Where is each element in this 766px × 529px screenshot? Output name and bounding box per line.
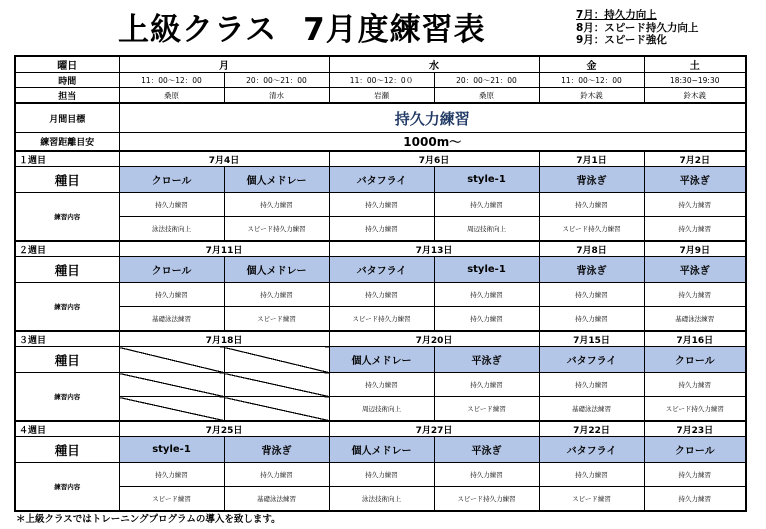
type-label: 種目 (15, 257, 119, 283)
week-date-sat: 7月9日 (644, 241, 746, 257)
content-cell: 持久力練習 (224, 283, 329, 307)
goal-cell (119, 103, 746, 133)
stroke-cell: 平泳ぎ (434, 437, 539, 463)
week-label: ３週目 (15, 331, 119, 347)
week-header-row (15, 331, 746, 347)
content-cell (224, 397, 329, 422)
content-cell: 持久力練習 (329, 283, 434, 307)
stroke-cell: 個人メドレー (224, 167, 329, 193)
stroke-cell: style-1 (434, 257, 539, 283)
stroke-cell: バタフライ (329, 257, 434, 283)
content-cell: 持久力練習 (644, 463, 746, 487)
theme-august: 8月：スピード持久力向上 (576, 21, 699, 34)
content-cell: 持久力練習 (539, 373, 644, 397)
content-cell: 持久力練習 (434, 373, 539, 397)
page-title (118, 4, 486, 49)
content-row (15, 283, 746, 307)
content-cell: 基礎泳法練習 (644, 307, 746, 332)
stroke-cell: style-1 (434, 167, 539, 193)
content-cell: 持久力練習 (329, 193, 434, 217)
week-date-wed: 7月27日 (329, 421, 539, 437)
content-row (15, 373, 746, 397)
stroke-cell: クロール (644, 347, 746, 373)
content-cell: スピード持久力練習 (644, 397, 746, 422)
goal-row (15, 103, 746, 133)
content-row (15, 397, 746, 422)
content-label: 練習内容 (15, 193, 119, 242)
goal-text: 持久力練習 (394, 109, 470, 128)
week-header-row (15, 151, 746, 167)
footnote: ＊上級クラスではトレーニングプログラムの導入を致します。 (16, 514, 281, 525)
time-cell: 11：00～12：00 (119, 73, 224, 88)
time-cell: 20：00～21：00 (434, 73, 539, 88)
content-cell: スピード持久力練習 (434, 487, 539, 512)
stroke-cell: クロール (119, 257, 224, 283)
week-date-sat: 7月23日 (644, 421, 746, 437)
title-schedule: 7月度練習表 (303, 12, 486, 48)
type-row (15, 347, 746, 373)
distance-row (15, 133, 746, 152)
week-label: ４週目 (15, 421, 119, 437)
stroke-cell: 平泳ぎ (644, 257, 746, 283)
day-label: 曜日 (15, 56, 119, 73)
time-cell: 11：00～12：00 (539, 73, 644, 88)
type-row (15, 437, 746, 463)
monthly-themes (576, 9, 698, 47)
content-cell: スピード練習 (434, 397, 539, 422)
content-cell: 基礎泳法練習 (539, 397, 644, 422)
content-cell: 持久力練習 (434, 307, 539, 332)
content-cell: 持久力練習 (224, 463, 329, 487)
goal-label: 月間目標 (15, 103, 119, 133)
stroke-cell (224, 347, 329, 373)
type-row (15, 257, 746, 283)
content-cell: 持久力練習 (119, 193, 224, 217)
day-mon: 月 (119, 56, 329, 73)
theme-july: 7月：持久力向上 (576, 9, 657, 21)
time-label: 時間 (15, 73, 119, 88)
instructor-cell: 桑原 (434, 88, 539, 104)
distance-value: 1000m～ (119, 133, 746, 152)
stroke-cell: 平泳ぎ (644, 167, 746, 193)
stroke-cell: 個人メドレー (329, 347, 434, 373)
content-label: 練習内容 (15, 373, 119, 422)
title-class: 上級クラス (118, 12, 278, 48)
week-date-fri: 7月15日 (539, 331, 644, 347)
week-label: ２週目 (15, 241, 119, 257)
distance-label: 練習距離目安 (15, 133, 119, 152)
stroke-cell: 背泳ぎ (539, 257, 644, 283)
stroke-cell: style-1 (119, 437, 224, 463)
instructor-row (15, 88, 746, 104)
week-header-row (15, 241, 746, 257)
week-date-mon: 7月4日 (119, 151, 329, 167)
content-cell: 泳法技術向上 (119, 217, 224, 242)
content-cell: 持久力練習 (434, 283, 539, 307)
content-cell (119, 373, 224, 397)
week-date-mon: 7月11日 (119, 241, 329, 257)
week-date-sat: 7月2日 (644, 151, 746, 167)
content-cell: スピード練習 (224, 307, 329, 332)
content-row (15, 193, 746, 217)
stroke-cell: クロール (119, 167, 224, 193)
week-date-wed: 7月20日 (329, 331, 539, 347)
content-cell: 持久力練習 (224, 193, 329, 217)
stroke-cell: 平泳ぎ (434, 347, 539, 373)
content-cell: スピード練習 (539, 487, 644, 512)
stroke-cell: 背泳ぎ (539, 167, 644, 193)
content-cell: 周辺技術向上 (329, 397, 434, 422)
theme-september: 9月：スピード強化 (576, 34, 667, 46)
content-cell: 持久力練習 (329, 217, 434, 242)
content-label: 練習内容 (15, 463, 119, 512)
content-cell: 周辺技術向上 (434, 217, 539, 242)
content-cell: 持久力練習 (644, 217, 746, 242)
content-cell (119, 397, 224, 422)
time-cell: 20：00～21：00 (224, 73, 329, 88)
content-cell: 基礎泳法練習 (224, 487, 329, 512)
type-label: 種目 (15, 347, 119, 373)
day-fri: 金 (539, 56, 644, 73)
content-cell: 持久力練習 (644, 373, 746, 397)
content-row (15, 307, 746, 332)
instructor-label: 担当 (15, 88, 119, 104)
content-cell: 持久力練習 (434, 193, 539, 217)
week-header-row (15, 421, 746, 437)
week-date-fri: 7月22日 (539, 421, 644, 437)
content-cell: 持久力練習 (539, 463, 644, 487)
content-cell: 持久力練習 (644, 487, 746, 512)
content-cell: スピード練習 (119, 487, 224, 512)
content-cell: スピード持久力練習 (539, 217, 644, 242)
week-date-mon: 7月25日 (119, 421, 329, 437)
stroke-cell: 背泳ぎ (224, 437, 329, 463)
content-cell: スピード持久力練習 (224, 217, 329, 242)
stroke-cell: バタフライ (539, 437, 644, 463)
content-cell: 持久力練習 (539, 283, 644, 307)
content-cell: 持久力練習 (644, 283, 746, 307)
stroke-cell (119, 347, 224, 373)
stroke-cell: 個人メドレー (224, 257, 329, 283)
content-cell: スピード持久力練習 (329, 307, 434, 332)
week-date-wed: 7月6日 (329, 151, 539, 167)
week-date-wed: 7月13日 (329, 241, 539, 257)
day-wed: 水 (329, 56, 539, 73)
content-cell: 持久力練習 (434, 463, 539, 487)
content-cell: 基礎泳法練習 (119, 307, 224, 332)
type-row (15, 167, 746, 193)
day-row (15, 56, 746, 73)
content-cell (224, 373, 329, 397)
type-label: 種目 (15, 167, 119, 193)
instructor-cell: 桑原 (119, 88, 224, 104)
stroke-cell: バタフライ (329, 167, 434, 193)
instructor-cell: 清水 (224, 88, 329, 104)
instructor-cell: 鈴木義 (644, 88, 746, 104)
day-sat: 土 (644, 56, 746, 73)
type-label: 種目 (15, 437, 119, 463)
stroke-cell: バタフライ (539, 347, 644, 373)
content-row (15, 487, 746, 512)
week-label: １週目 (15, 151, 119, 167)
content-cell: 持久力練習 (329, 373, 434, 397)
week-date-sat: 7月16日 (644, 331, 746, 347)
content-cell: 持久力練習 (329, 463, 434, 487)
content-cell: 持久力練習 (539, 193, 644, 217)
content-cell: 泳法技術向上 (329, 487, 434, 512)
content-cell: 持久力練習 (119, 283, 224, 307)
content-cell: 持久力練習 (644, 193, 746, 217)
stroke-cell: 個人メドレー (329, 437, 434, 463)
instructor-cell: 岩瀬 (329, 88, 434, 104)
content-cell: 持久力練習 (539, 307, 644, 332)
stroke-cell: クロール (644, 437, 746, 463)
week-date-mon: 7月18日 (119, 331, 329, 347)
content-row (15, 217, 746, 242)
content-row (15, 463, 746, 487)
time-cell: 18:30~19:30 (644, 73, 746, 88)
time-cell: 11：00～12：0０ (329, 73, 434, 88)
instructor-cell: 鈴木義 (539, 88, 644, 104)
schedule-table (14, 55, 747, 512)
week-date-fri: 7月8日 (539, 241, 644, 257)
content-cell: 持久力練習 (119, 463, 224, 487)
week-date-fri: 7月1日 (539, 151, 644, 167)
content-label: 練習内容 (15, 283, 119, 332)
time-row (15, 73, 746, 88)
